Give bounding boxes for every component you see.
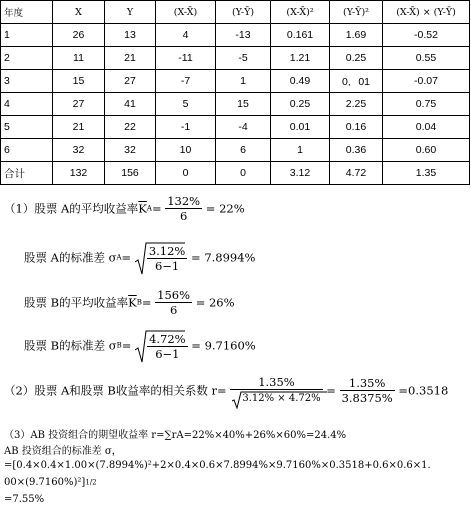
table-cell: 0	[216, 162, 271, 185]
subscript: A	[116, 253, 122, 262]
table-row	[1, 47, 470, 70]
table-cell: -0.07	[383, 70, 470, 93]
table-cell: 0.161	[271, 24, 330, 47]
formula-label: （2）股票 A和股票 B收益率的相关系数 r=	[4, 383, 227, 398]
table-cell: 2	[1, 47, 53, 70]
equals-sign: =	[141, 295, 152, 310]
subscript: B	[116, 341, 122, 350]
table-cell: 0.55	[383, 47, 470, 70]
table-cell: 0.01	[271, 116, 330, 139]
table-cell: 15	[53, 70, 105, 93]
table-cell: 22	[105, 116, 156, 139]
table-cell: 1	[1, 24, 53, 47]
table-cell: 合计	[1, 162, 53, 185]
table-cell: -0.52	[383, 24, 470, 47]
formula-result: = 9.7160%	[191, 338, 256, 353]
table-cell: -1	[156, 116, 216, 139]
equals-sign: =	[121, 250, 132, 265]
table-cell: 1	[271, 139, 330, 162]
header-year: 年度	[1, 1, 53, 24]
table-cell: 1.35	[383, 162, 470, 185]
table-cell: 1.21	[271, 47, 330, 70]
header-x-dev-sq: (X-X̄)²	[271, 1, 330, 24]
table-cell: 5	[1, 116, 53, 139]
subscript: B	[136, 298, 142, 307]
table-cell: 0.25	[271, 93, 330, 116]
table-cell: 21	[53, 116, 105, 139]
fraction-denominator	[230, 390, 322, 406]
formula-correlation	[4, 375, 448, 406]
table-cell: 32	[105, 139, 156, 162]
k-bar-symbol: $\overline{K}$	[128, 295, 137, 310]
portfolio-std-formula-cont	[4, 477, 97, 488]
table-header-row	[1, 1, 470, 24]
table-cell: 1	[216, 70, 271, 93]
table-cell: 6	[1, 139, 53, 162]
header-x: X	[53, 1, 105, 24]
equals-sign: =	[151, 201, 162, 216]
table-row	[1, 93, 470, 116]
radical-sign	[135, 330, 185, 364]
table-cell: 5	[156, 93, 216, 116]
fraction	[340, 376, 395, 405]
table-cell: 0.04	[383, 116, 470, 139]
table-total-row	[1, 162, 470, 185]
table-cell: 0	[156, 162, 216, 185]
fraction-numerator: 132%	[167, 194, 201, 208]
fraction-denominator: 6−1	[155, 347, 180, 361]
table-cell: 4	[1, 93, 53, 116]
table-cell: 11	[53, 47, 105, 70]
table-cell: 26	[53, 24, 105, 47]
table-cell: -13	[216, 24, 271, 47]
table-cell: 32	[53, 139, 105, 162]
table-cell: 0.60	[383, 139, 470, 162]
table-cell: 41	[105, 93, 156, 116]
table-cell: 0．01	[330, 70, 383, 93]
formula-label: （1）股票 A的平均收益率	[4, 201, 139, 216]
fraction-denominator: 6−1	[154, 259, 180, 273]
table-cell: 0.49	[271, 70, 330, 93]
table-cell: -7	[156, 70, 216, 93]
fraction-denominator: 3.8375%	[341, 390, 393, 405]
fraction-denominator: 6	[180, 209, 188, 223]
table-cell: 0.16	[330, 116, 383, 139]
table-cell: 4.72	[330, 162, 383, 185]
portfolio-std-label: AB 投资组合的标准差 σ，	[4, 446, 122, 457]
table-cell: 0.36	[330, 139, 383, 162]
table-cell: 6	[216, 139, 271, 162]
equals-sign: =	[326, 383, 336, 398]
table-cell: 10	[156, 139, 216, 162]
fraction-denominator: 6	[169, 303, 178, 317]
fraction	[230, 375, 322, 406]
formula-std-b	[24, 330, 256, 361]
formula-label: 股票 B的平均收益率	[24, 295, 129, 310]
formula-result: = 7.8994%	[191, 250, 256, 265]
table-cell: 4	[156, 24, 216, 47]
portfolio-std-formula: =[0.4×0.4×1.00×(7.8994%)²+2×0.4×0.6×7.8994%×9.7160%×0.3518+0.6×0.6×1.	[4, 460, 431, 471]
table-cell: 13	[105, 24, 156, 47]
exponent: 1/2	[85, 478, 97, 487]
equals-sign: =	[121, 338, 132, 353]
radical-sign	[232, 391, 327, 409]
radical-sign	[135, 242, 185, 276]
fraction	[155, 288, 192, 317]
k-bar-symbol: $\overline{K}$	[138, 201, 147, 216]
table-cell: 27	[105, 70, 156, 93]
table-row	[1, 116, 470, 139]
table-cell: 0.25	[330, 47, 383, 70]
data-table	[0, 0, 470, 185]
table-cell: 3.12	[271, 162, 330, 185]
table-cell: 21	[105, 47, 156, 70]
portfolio-expected-return: （3）AB 投资组合的期望收益率 r=∑rA=22%×40%+26%×60%=24.4%	[4, 430, 347, 441]
table-cell: 3	[1, 70, 53, 93]
table-cell: 0.75	[383, 93, 470, 116]
header-y: Y	[105, 1, 156, 24]
fraction-numerator: 4.72%	[149, 332, 186, 346]
formula-mean-b	[24, 288, 235, 317]
formula-label: 股票 B的标准差 σ	[24, 338, 117, 353]
fraction-numerator: 156%	[157, 288, 191, 302]
formula-std-a	[24, 242, 256, 273]
fraction-numerator: 1.35%	[340, 376, 395, 391]
table-cell: 15	[216, 93, 271, 116]
table-cell: -5	[216, 47, 271, 70]
fraction-numerator: 1.35%	[230, 375, 322, 390]
header-y-dev-sq: (Y-Ȳ)²	[330, 1, 383, 24]
portfolio-std-result: =7.55%	[4, 494, 45, 505]
table-cell: 1.69	[330, 24, 383, 47]
formula-mean-a	[4, 194, 245, 223]
formula-label: 股票 A的标准差 σ	[24, 250, 117, 265]
radicand: 3.12% × 4.72%	[242, 392, 321, 404]
formula-result: = 26%	[195, 295, 235, 310]
table-cell: 156	[105, 162, 156, 185]
table-cell: -11	[156, 47, 216, 70]
table-cell: 132	[53, 162, 105, 185]
header-xy-product: (X-X̄) × (Y-Ȳ)	[383, 1, 470, 24]
fraction	[165, 194, 202, 223]
table-cell: 2.25	[330, 93, 383, 116]
table-row	[1, 24, 470, 47]
table-row	[1, 139, 470, 162]
header-y-dev: (Y-Ȳ)	[216, 1, 271, 24]
formula-text: 00×(9.7160%)²]	[4, 477, 86, 488]
square-root	[135, 242, 188, 273]
square-root	[232, 391, 320, 406]
formula-result: =0.3518	[398, 383, 449, 398]
table-cell: -4	[216, 116, 271, 139]
formula-result: = 22%	[205, 201, 245, 216]
table-cell: 27	[53, 93, 105, 116]
fraction-numerator: 3.12%	[148, 244, 186, 258]
square-root	[135, 330, 188, 361]
header-x-dev: (X-X̄)	[156, 1, 216, 24]
table-row	[1, 70, 470, 93]
subscript: A	[146, 204, 152, 213]
